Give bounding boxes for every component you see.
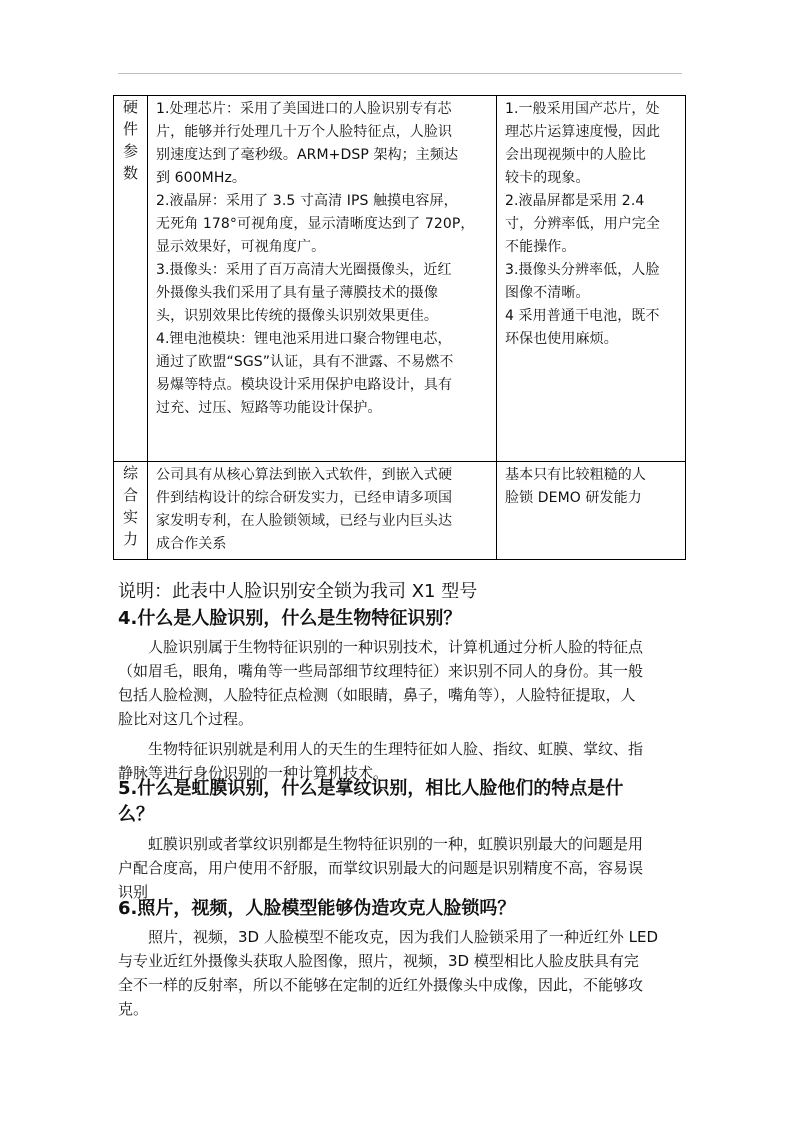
row-label: 硬件参数 [122, 98, 138, 182]
cell-line: 1.一般采用国产芯片，处 [505, 101, 660, 117]
header-rule [118, 73, 682, 74]
cell-line: 片，能够并行处理几十万个人脸特征点，人脸识 [156, 124, 453, 140]
section-heading: 4.什么是人脸识别，什么是生物特征识别？ [118, 608, 462, 629]
paragraph-line: 照片，视频，3D 人脸模型不能攻克，因为我们人脸锁采用了一种近红外 LED [148, 928, 659, 946]
cell-line: 基本只有比较粗糙的人 [505, 467, 646, 483]
cell-line: 4.锂电池模块：锂电池采用进口聚合物锂电芯， [156, 331, 452, 347]
cell-line: 3.摄像头分辨率低，人脸 [505, 262, 660, 278]
paragraph-line: 与专业近红外摄像头获取人脸图像，照片，视频，3D 模型相比人脸皮肤具有完 [118, 952, 639, 970]
cell-line: 过充、过压、短路等功能设计保护。 [156, 400, 382, 416]
section-heading: 么？ [118, 804, 154, 825]
row-label-cell [114, 462, 148, 560]
paragraph-line: 全不一样的反射率，所以不能够在定制的近红外摄像头中成像，因此，不能够攻 [118, 976, 644, 994]
section-heading: 6.照片，视频，人脸模型能够伪造攻克人脸锁吗？ [118, 898, 516, 919]
paragraph-line: 虹膜识别或者掌纹识别都是生物特征识别的一种，虹膜识别最大的问题是用 [148, 835, 644, 853]
cell-line: 较卡的现象。 [505, 170, 590, 186]
cell-line: 脸锁 DEMO 研发能力 [505, 490, 642, 506]
cell-line: 2.液晶屏都是采用 2.4 [505, 193, 645, 209]
comparison-table [113, 95, 686, 560]
cell-line: 成合作关系 [156, 536, 227, 552]
cell-line: 1.处理芯片：采用了美国进口的人脸识别专有芯 [156, 101, 452, 117]
cell-line: 环保也使用麻烦。 [505, 331, 618, 347]
section-5 [118, 776, 684, 904]
cell-line: 理芯片运算速度慢，因此 [505, 124, 661, 140]
table-row-hardware [114, 96, 686, 462]
others-cell [497, 96, 686, 462]
cell-line: 公司具有从核心算法到嵌入式软件，到嵌入式硬 [156, 467, 453, 483]
cell-line: 件到结构设计的综合研发实力，已经申请多项国 [156, 490, 453, 506]
paragraph-line: 识别 [118, 883, 149, 901]
row-label: 综合实力 [122, 464, 138, 548]
paragraph-line: 人脸识别属于生物特征识别的一种识别技术，计算机通过分析人脸的特征点 [148, 638, 644, 656]
cell-line: 不能操作。 [505, 239, 576, 255]
cell-line: 显示效果好，可视角度广。 [156, 239, 326, 255]
section-4 [118, 606, 684, 785]
paragraph-line: 包括人脸检测，人脸特征点检测（如眼睛，鼻子，嘴角等），人脸特征提取，人 [118, 686, 636, 704]
paragraph-line: （如眉毛，眼角，嘴角等一些局部细节纹理特征）来识别不同人的身份。其一般 [118, 662, 644, 680]
ours-cell [148, 462, 497, 560]
cell-line: 到 600MHz。 [156, 170, 247, 186]
cell-line: 家发明专利，在人脸锁领域，已经与业内巨头达 [156, 513, 453, 529]
cell-line: 头，识别效果比传统的摄像头识别效果更佳。 [156, 308, 438, 324]
cell-line: 别速度达到了毫秒级。ARM+DSP 架构；主频达 [156, 147, 459, 163]
others-cell [497, 462, 686, 560]
paragraph-line: 脸比对这几个过程。 [118, 710, 254, 728]
paragraph-line: 户配合度高，用户使用不舒服，而掌纹识别最大的问题是识别精度不高，容易误 [118, 859, 644, 877]
cell-line: 无死角 178°可视角度，显示清晰度达到了 720P， [156, 216, 475, 232]
cell-line: 外摄像头我们采用了具有量子薄膜技术的摄像 [156, 285, 438, 301]
cell-line: 4 采用普通干电池，既不 [505, 308, 660, 324]
cell-line: 寸，分辨率低，用户完全 [505, 216, 661, 232]
paragraph-line: 静脉等进行身份识别的一种计算机技术。 [118, 764, 389, 782]
paragraph-line: 生物特征识别就是利用人的天生的生理特征如人脸、指纹、虹膜、掌纹、指 [148, 740, 644, 758]
table-row-capability [114, 462, 686, 560]
cell-line: 会出现视频中的人脸比 [505, 147, 646, 163]
paragraph-line: 克。 [118, 1000, 149, 1018]
section-heading: 5.什么是虹膜识别，什么是掌纹识别，相比人脸他们的特点是什 [118, 778, 624, 799]
ours-cell [148, 96, 497, 462]
table-note: 说明：此表中人脸识别安全锁为我司 X1 型号 [118, 581, 478, 602]
cell-line: 2.液晶屏：采用了 3.5 寸高清 IPS 触摸电容屏， [156, 193, 458, 209]
row-label-cell [114, 96, 148, 462]
cell-line: 图像不清晰。 [505, 285, 590, 301]
cell-line: 通过了欧盟“SGS”认证，具有不泄露、不易燃不 [156, 354, 454, 370]
cell-line: 3.摄像头：采用了百万高清大光圈摄像头，近红 [156, 262, 452, 278]
section-6 [118, 896, 684, 1021]
cell-line: 易爆等特点。模块设计采用保护电路设计，具有 [156, 377, 453, 393]
